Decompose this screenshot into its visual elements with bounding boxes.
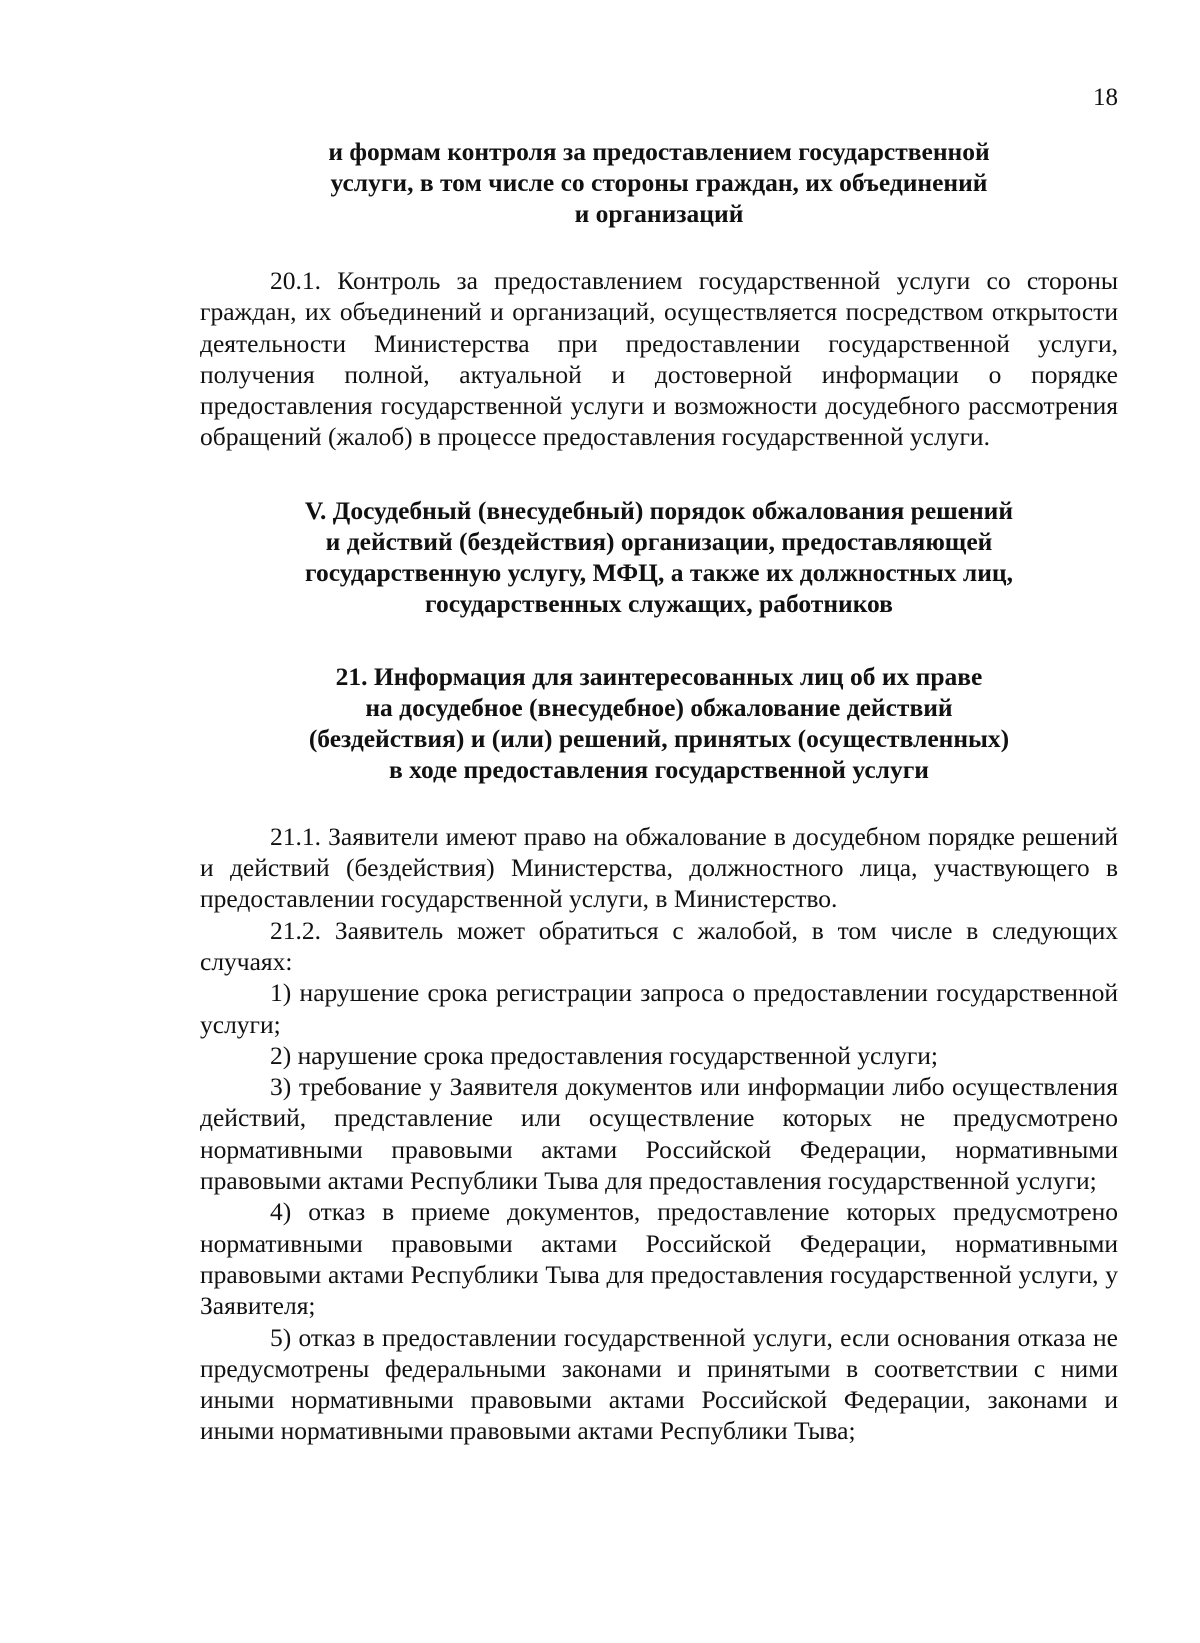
- section-21-heading: [200, 661, 1118, 785]
- section-20-heading: [200, 136, 1118, 229]
- list-item-1: 1) нарушение срока регистрации запроса о предоставлении государственной услуги;: [200, 978, 1118, 1039]
- list-item-2: 2) нарушение срока предоставления государственной услуги;: [270, 1040, 939, 1070]
- heading-line: услуги, в том числе со стороны граждан, их объединений: [330, 168, 988, 197]
- paragraph-20-1: 20.1. Контроль за предоставлением государственной услуги со стороны граждан, их объединений и организаций, осуществляется посредством открытости деятельности Министерства при предоставлении государственной услуги, получения полной, актуальной и достоверной информации о порядке предоставления государственной услуги и возможности досудебного рассмотрения обращений (жалоб) в процессе предоставления государственной услуги.: [200, 266, 1118, 452]
- paragraph-21-1: 21.1. Заявители имеют право на обжалование в досудебном порядке решений и действий (бездействия) Министерства, должностного лица, участвующего в предоставлении государственной услуги, в Министерство.: [200, 821, 1118, 914]
- document-body: [200, 136, 1118, 1447]
- heading-line: на досудебное (внесудебное) обжалование действий: [365, 692, 953, 722]
- heading-line: (бездействия) и (или) решений, принятых (осуществленных): [308, 723, 1010, 753]
- heading-line: V. Досудебный (внесудебный) порядок обжалования решений: [304, 495, 1014, 525]
- section-v-heading: [200, 495, 1118, 619]
- heading-line: 21. Информация для заинтересованных лиц об их праве: [335, 661, 983, 691]
- heading-line: и организаций: [574, 199, 744, 228]
- list-item-3: 3) требование у Заявителя документов или информации либо осуществления действий, представление или осуществление которых не предусмотрено нормативными правовыми актами Российской Федерации, нормативными правовыми актами Республики Тыва для предоставления государственной услуги;: [200, 1072, 1118, 1196]
- heading-line: государственных служащих, работников: [425, 588, 893, 618]
- list-item-5: 5) отказ в предоставлении государственной услуги, если основания отказа не предусмотрены федеральными законами и принятыми в соответствии с ними иными нормативными правовыми актами Российской Федерации, законами и иными нормативными правовыми актами Республики Тыва;: [200, 1322, 1118, 1446]
- heading-line: государственную услугу, МФЦ, а также их должностных лиц,: [305, 557, 1013, 587]
- heading-line: и действий (бездействия) организации, предоставляющей: [325, 526, 993, 556]
- page-number: 18: [1093, 84, 1118, 111]
- heading-line: и формам контроля за предоставлением государственной: [328, 137, 990, 166]
- list-item-4: 4) отказ в приеме документов, предоставление которых предусмотрено нормативными правовыми актами Российской Федерации, нормативными правовыми актами Республики Тыва для предоставления государственной услуги, у Заявителя;: [200, 1197, 1118, 1321]
- paragraph-21-2: 21.2. Заявитель может обратиться с жалобой, в том числе в следующих случаях:: [200, 915, 1118, 976]
- heading-line: в ходе предоставления государственной услуги: [389, 754, 929, 784]
